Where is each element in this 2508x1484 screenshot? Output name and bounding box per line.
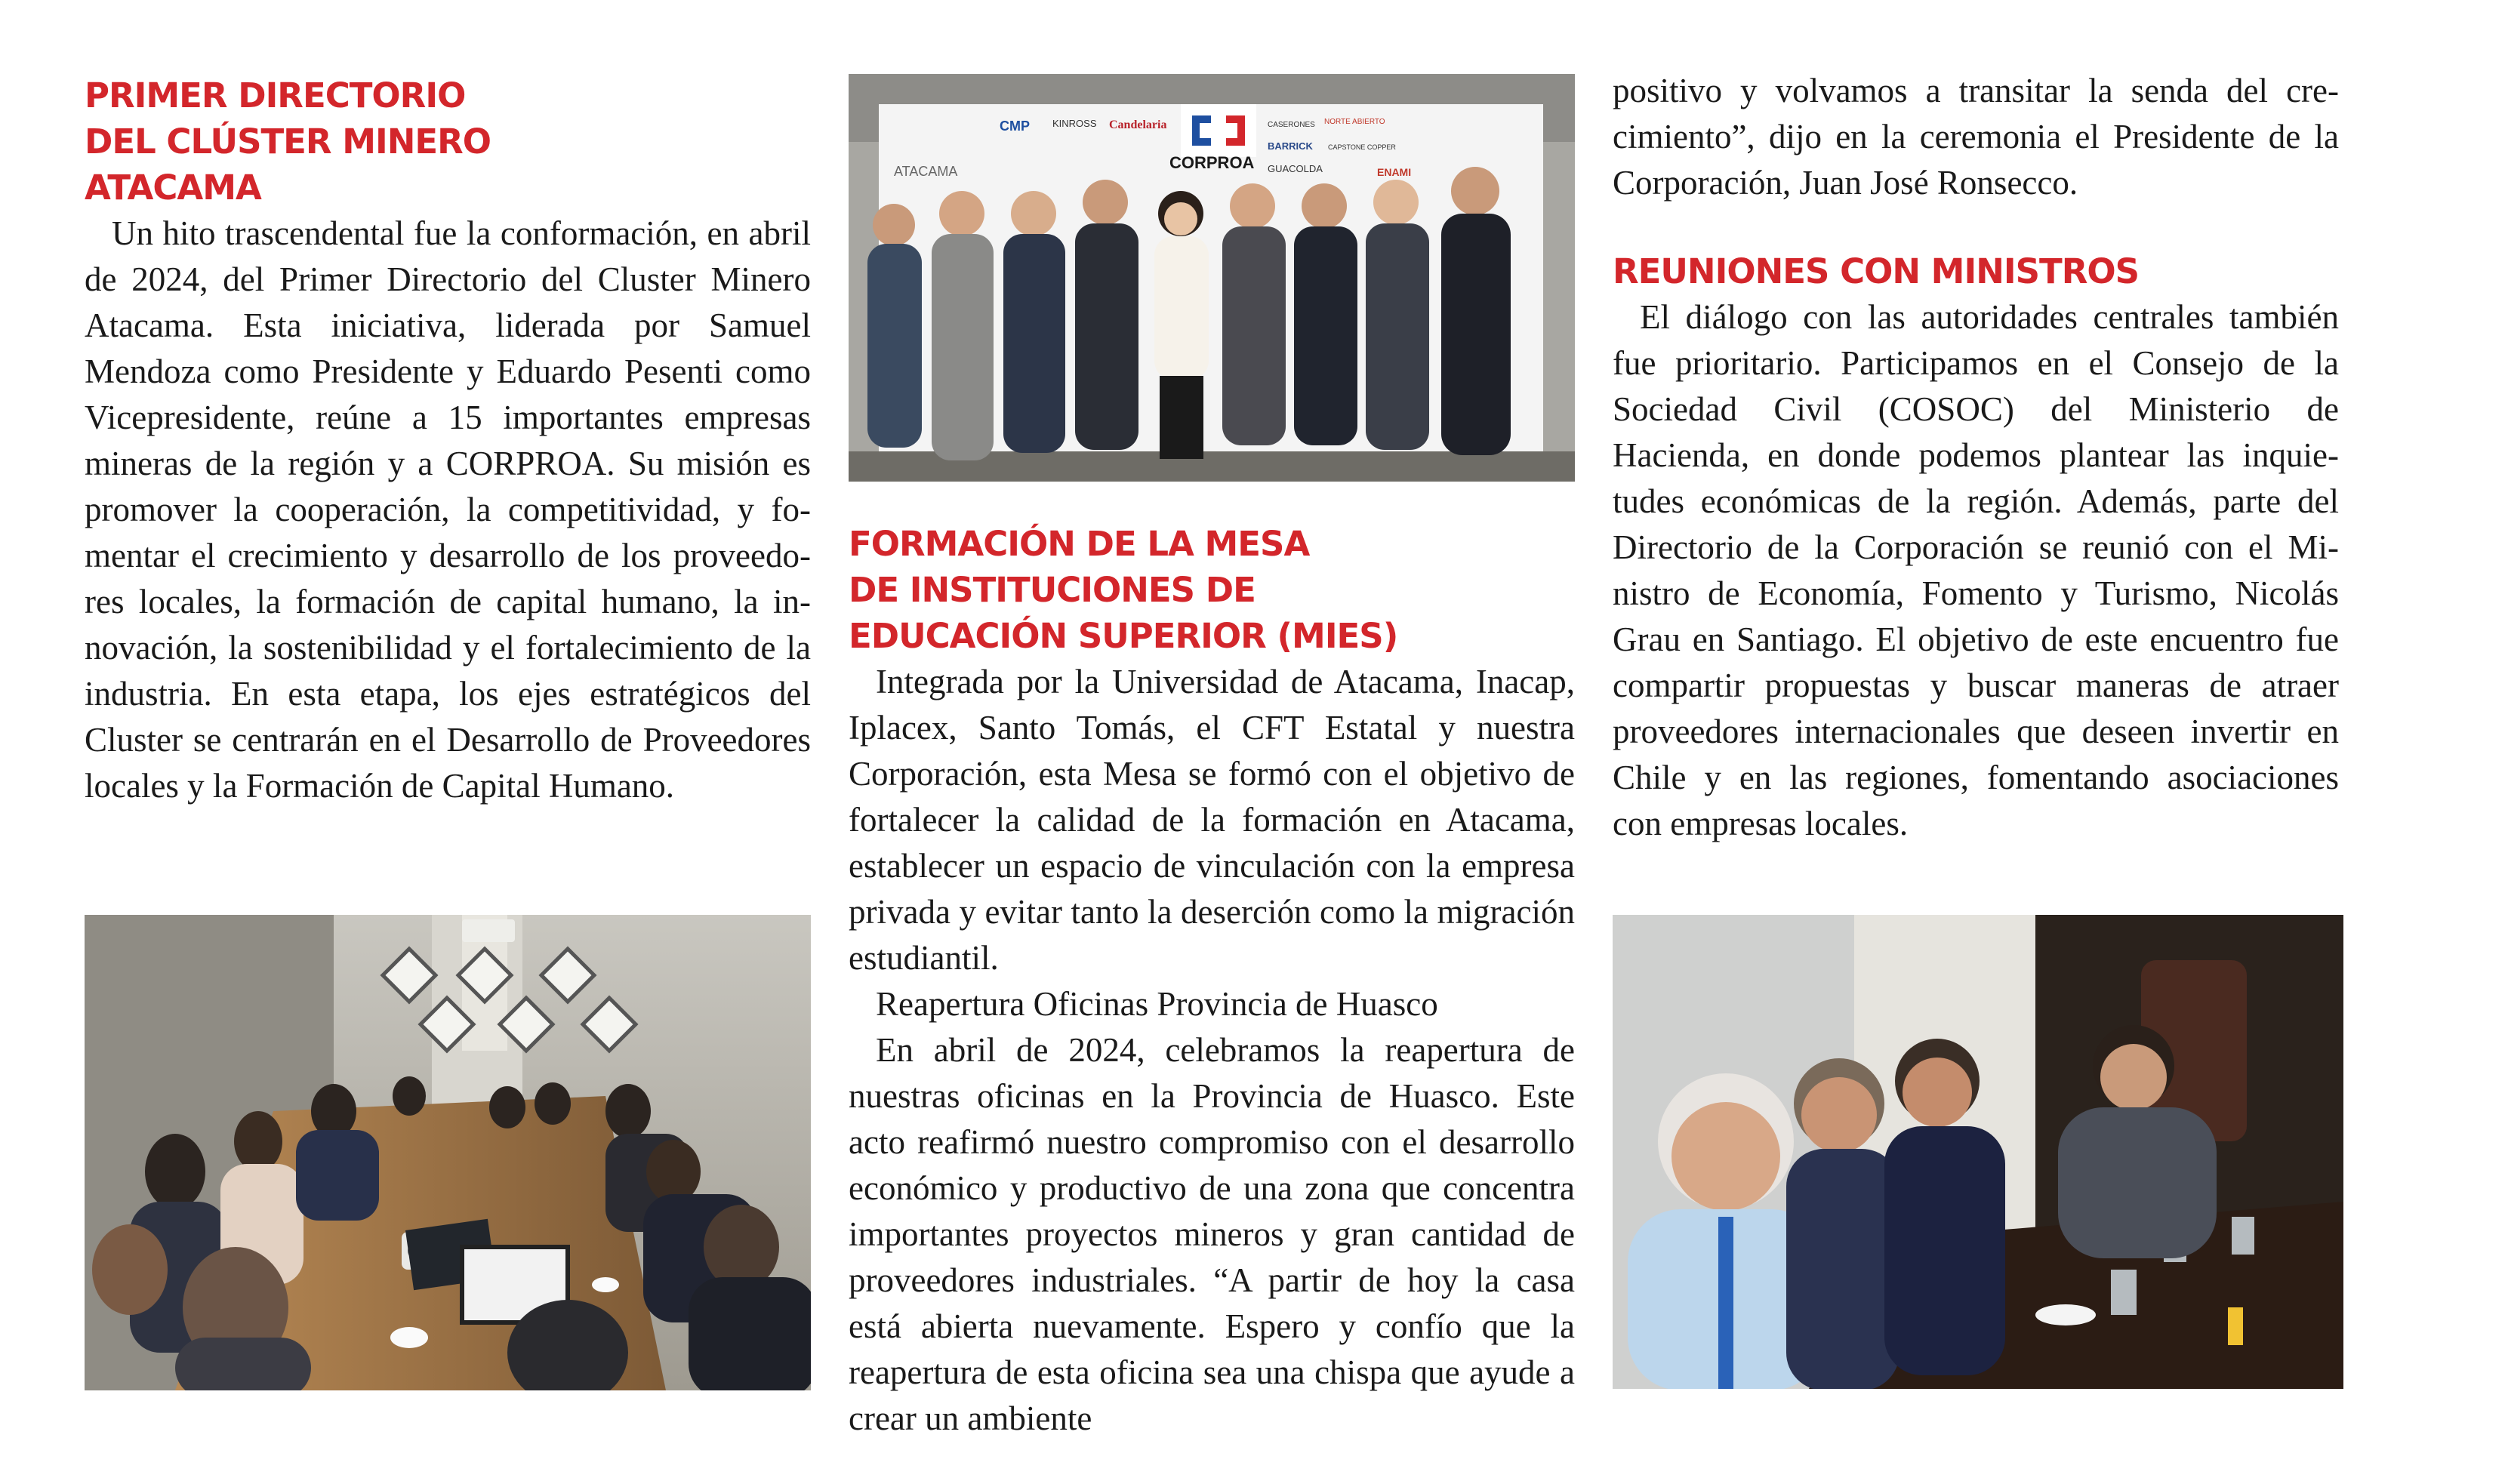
logo-text: CAPSTONE COPPER — [1328, 143, 1396, 151]
paragraph-mies: Integrada por la Universidad de Atacama, Inacap, Iplacex, Santo Tomás, el CFT Estatal y nuestra Corporación, esta Mesa se formó con el objetivo de fortalecer la calidad de la formación en Atacama, establecer un espacio de vinculación con la empresa privada y evitar tanto la deserción como la migración estudiantil. — [849, 663, 1575, 977]
logo-text: CMP — [1000, 119, 1030, 134]
heading-line: DEL CLÚSTER MINERO — [85, 122, 491, 162]
photo-minister-meeting — [1613, 915, 2343, 1389]
logo-text: CASERONES — [1268, 121, 1315, 129]
heading-line: REUNIONES CON MINISTROS — [1613, 251, 2140, 291]
paragraph-huasco-continued: positivo y volvamos a transitar la senda del crecimiento”, dijo en la ceremonia el Presidente de la Corporación, Juan José Ronsecco. — [1613, 72, 2339, 202]
heading-line: FORMACIÓN DE LA MESA — [849, 524, 1310, 564]
heading-line: DE INSTITUCIONES DE — [849, 570, 1256, 610]
subheading-huasco: Reapertura Oficinas Provincia de Huasco — [876, 985, 1438, 1023]
heading-cluster-minero — [85, 72, 811, 211]
paragraph-cluster-minero: Un hito trascendental fue la conformación, en abril de 2024, del Primer Directorio del Cluster Minero Atacama. Esta iniciativa, liderada por Samuel Mendoza como Presidente y Eduardo Pesenti como Vicepresidente, reúne a 15 importantes empresas mineras de la región y a CORPROA. Su misión es promover la cooperación, la competitividad, y fomentar el crecimiento y desarrollo de los proveedores locales, la formación de capital humano, la innovación, la sostenibilidad y el fortalecimiento de la industria. En esta etapa, los ejes estratégicos del Cluster se centrarán en el Desarrollo de Proveedores locales y la Formación de Capital Humano. — [85, 214, 811, 805]
heading-line: PRIMER DIRECTORIO — [85, 75, 466, 115]
photo-group-corproa — [849, 74, 1575, 482]
column-middle — [849, 521, 1575, 1442]
heading-line: ATACAMA — [85, 168, 261, 208]
logo-text: Candelaria — [1109, 119, 1167, 131]
logo-text: GUACOLDA — [1268, 163, 1323, 174]
heading-mies — [849, 521, 1575, 659]
heading-line: EDUCACIÓN SUPERIOR (MIES) — [849, 616, 1398, 656]
column-left — [85, 72, 811, 809]
people-group — [867, 167, 1511, 460]
logo-text: ATACAMA — [894, 164, 958, 179]
column-right — [1613, 68, 2339, 847]
banner-corproa-text: CORPROA — [1169, 153, 1255, 172]
paragraph-ministros: El diálogo con las autoridades centrales también fue prioritario. Participamos en el Consejo de la Sociedad Civil (COSOC) del Ministerio de Hacienda, en donde podemos plantear las inquietudes económicas de la región. Además, parte del Directorio de la Corporación se reunió con el Ministro de Economía, Fomento y Turismo, Nicolás Grau en Santiago. El objetivo de este encuentro fue compartir propuestas y buscar maneras de atraer proveedores internacionales que deseen invertir en Chile y en las regiones, fomentando asociaciones con empresas locales. — [1613, 298, 2339, 842]
logo-text: NORTE ABIERTO — [1324, 118, 1385, 126]
paragraph-huasco: En abril de 2024, celebramos la reapertura de nuestras oficinas en la Provincia de Huasco. Este acto reafirmó nuestro compromiso con el desarrollo económico y productivo de una zona que concentra importantes proyectos mineros y gran cantidad de proveedores industriales. “A partir de hoy la casa está abierta nuevamente. Espero y confío que la reapertura de esta oficina sea una chispa que ayude a crear un ambiente — [849, 1031, 1575, 1437]
logo-text: BARRICK — [1268, 140, 1313, 152]
heading-ministros — [1613, 248, 2339, 294]
photo-meeting-room — [85, 915, 811, 1390]
logo-text: ENAMI — [1377, 166, 1412, 178]
logo-text: KINROSS — [1052, 118, 1097, 129]
